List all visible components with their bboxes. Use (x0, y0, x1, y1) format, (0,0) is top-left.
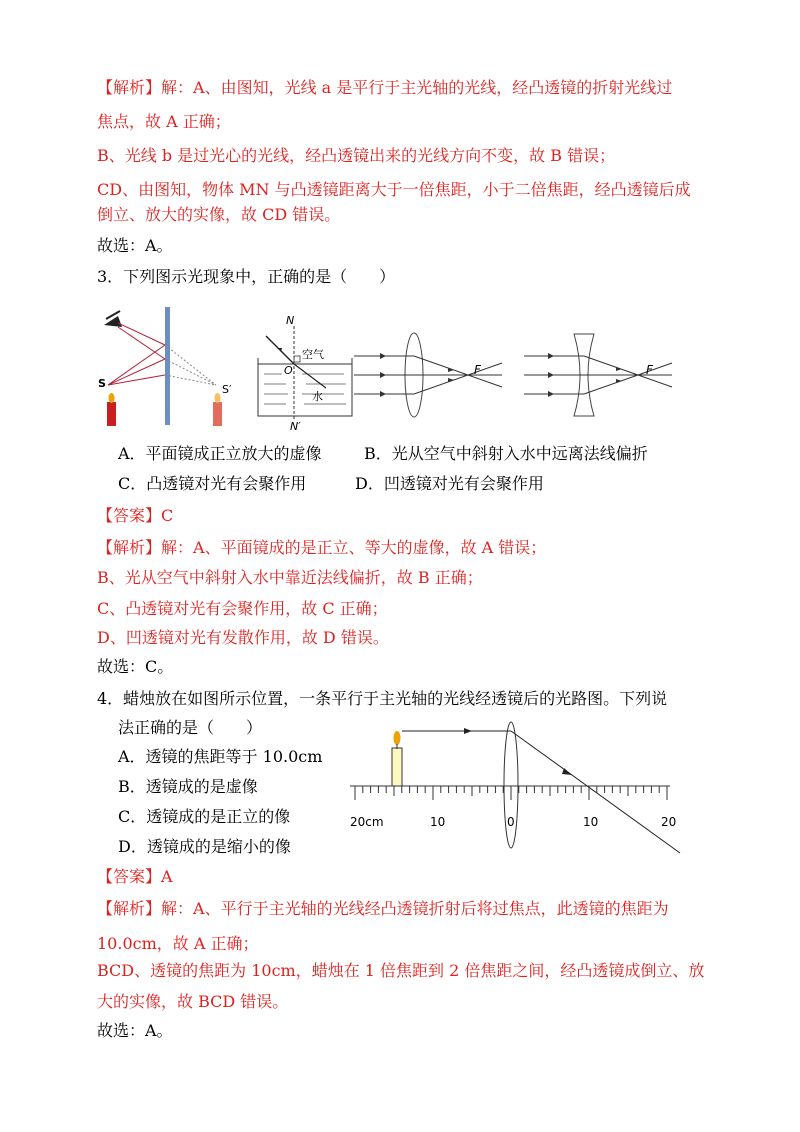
analysis-tag: 【解析】 (97, 899, 162, 918)
q2-analysis-text1: 解：A、由图知，光线 a 是平行于主光轴的光线，经凸透镜的折射光线过 (161, 78, 673, 97)
label-n-prime: N′ (290, 420, 301, 432)
q4-figure-lens-ruler (340, 718, 690, 858)
q3-option-d: D．凹透镜对光有会聚作用 (355, 474, 544, 493)
q2-choose: 故选：A。 (97, 236, 173, 255)
q3-figure-refraction (252, 312, 362, 432)
label-air: 空气 (302, 348, 324, 361)
ruler-label-20cm: 20cm (350, 815, 384, 829)
q3-analysis-text1: 解：A、平面镜成的是正立、等大的虚像，故 A 错误； (161, 538, 547, 557)
eye-icon (104, 311, 122, 327)
q2-analysis-line3: B、光线 b 是过光心的光线，经凸透镜出来的光线方向不变，故 B 错误； (97, 146, 616, 165)
label-s-prime: S′ (222, 383, 232, 396)
q3-answer-value: C (161, 506, 174, 525)
q3-analysis-line1 (97, 537, 546, 559)
q4-option-d: D．透镜成的是缩小的像 (118, 837, 291, 856)
mirror (165, 307, 170, 425)
q3-stem: 3．下列图示光现象中，正确的是（ ） (97, 267, 396, 286)
label-water: 水 (312, 390, 323, 403)
answer-tag: 【答案】 (97, 506, 162, 525)
ruler-ticks (355, 786, 667, 800)
ruler-label-20-right: 20 (661, 815, 677, 829)
q3-answer (97, 505, 173, 527)
q2-analysis-line4: CD、由图知，物体 MN 与凸透镜距离大于一倍焦距，小于二倍焦距，经凸透镜后成 (97, 180, 691, 199)
ruler-label-10-left: 10 (430, 815, 446, 829)
label-f1: F (474, 363, 481, 377)
q3-figure-concave-lens (522, 330, 682, 420)
q4-stem-line2: 法正确的是（ ） (118, 718, 263, 737)
q4-analysis-line2: 10.0cm，故 A 正确； (97, 934, 259, 953)
candle-icon (107, 393, 116, 426)
q4-answer-value: A (161, 867, 173, 886)
ruler-label-0: 0 (507, 815, 515, 829)
q2-analysis-line1 (97, 77, 672, 99)
q4-analysis-line3: BCD、透镜的焦距为 10cm，蜡烛在 1 倍焦距到 2 倍焦距之间，经凸透镜成倒立、放 (97, 961, 705, 980)
q3-analysis-line4: D、凹透镜对光有发散作用，故 D 错误。 (97, 628, 389, 647)
q3-option-c: C．凸透镜对光有会聚作用 (118, 474, 307, 493)
q3-option-b: B．光从空气中斜射入水中远离法线偏折 (364, 444, 648, 463)
q3-analysis-line2: B、光从空气中斜射入水中靠近法线偏折，故 B 正确； (97, 568, 483, 587)
q3-analysis-line3: C、凸透镜对光有会聚作用，故 C 正确； (97, 599, 388, 618)
q4-option-c: C．透镜成的是正立的像 (118, 807, 291, 826)
q3-figure-plane-mirror (96, 305, 246, 430)
q4-choose: 故选：A。 (97, 1021, 173, 1040)
analysis-tag: 【解析】 (97, 538, 162, 557)
analysis-tag: 【解析】 (97, 78, 162, 97)
q4-option-a: A．透镜的焦距等于 10.0cm (118, 747, 323, 766)
candle-image-icon (213, 393, 222, 426)
q4-option-b: B．透镜成的是虚像 (118, 777, 258, 796)
q3-choose: 故选：C。 (97, 657, 174, 676)
label-f2: F (646, 363, 653, 377)
label-n: N (286, 314, 295, 327)
q3-figure-convex-lens (352, 330, 512, 420)
q2-analysis-line2: 焦点，故 A 正确； (97, 112, 231, 131)
label-s: S (98, 377, 106, 390)
ruler-label-10-right: 10 (583, 815, 599, 829)
q4-analysis-text1: 解：A、平行于主光轴的光线经凸透镜折射后将过焦点，此透镜的焦距为 (161, 899, 669, 918)
candle-icon (392, 731, 402, 786)
answer-tag: 【答案】 (97, 867, 162, 886)
label-o: O (284, 364, 293, 377)
q3-option-a: A．平面镜成正立放大的虚像 (118, 444, 322, 463)
q4-answer (97, 866, 173, 888)
q4-analysis-line1 (97, 898, 669, 920)
convex-lens (504, 722, 518, 848)
q2-analysis-line5: 倒立、放大的实像，故 CD 错误。 (97, 205, 341, 224)
q4-analysis-line4: 大的实像，故 BCD 错误。 (97, 992, 289, 1011)
q4-stem-line1: 4．蜡烛放在如图所示位置，一条平行于主光轴的光线经透镜后的光路图。下列说 (97, 689, 668, 708)
